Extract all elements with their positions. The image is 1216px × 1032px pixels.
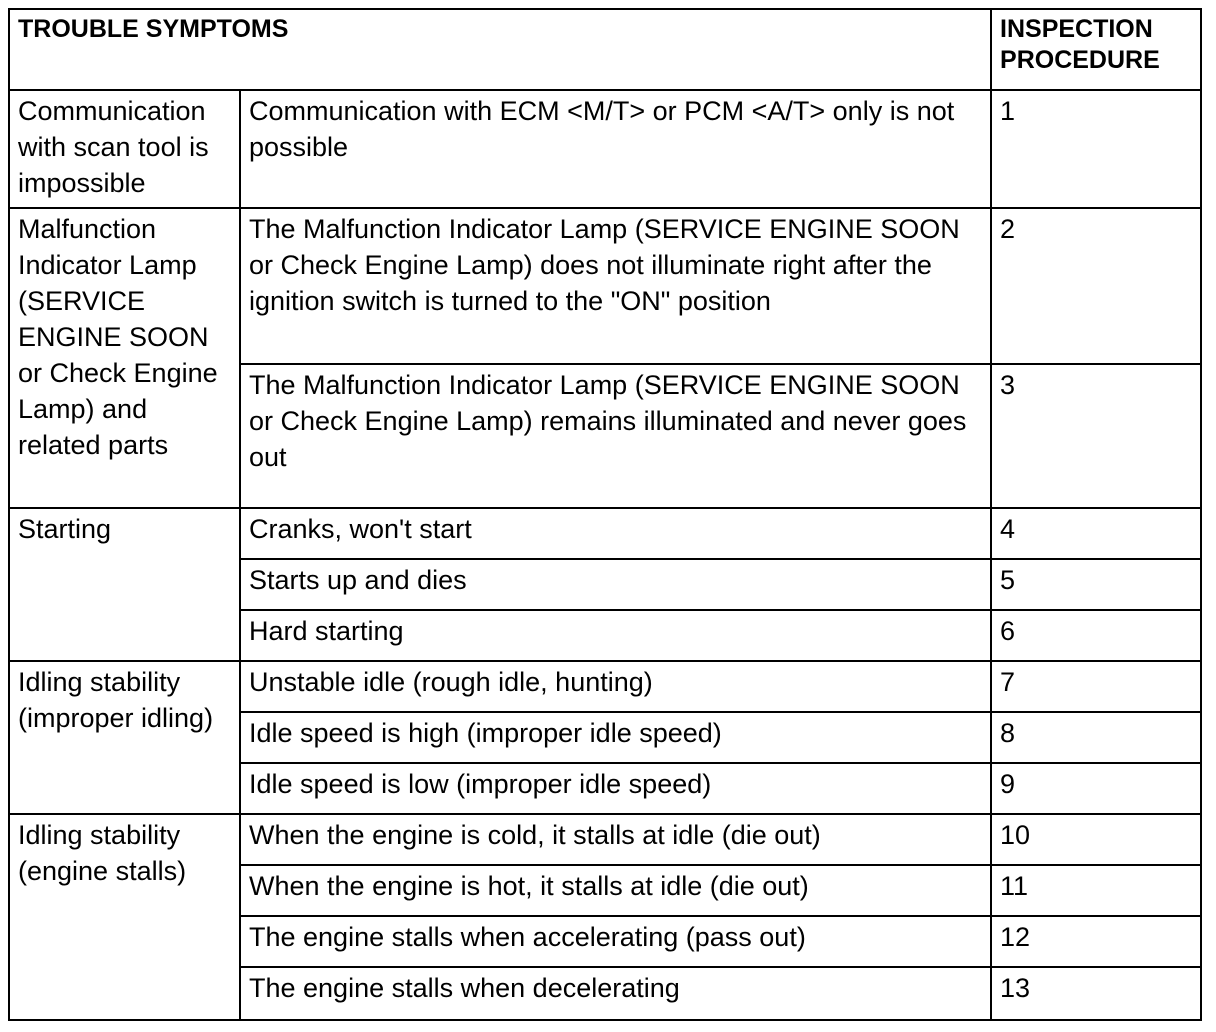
header-inspection-procedure: INSPECTION PROCEDURE <box>991 9 1201 90</box>
category-cell: Idling stability (improper idling) <box>9 661 240 814</box>
category-cell: Communication with scan tool is impossible <box>9 90 240 208</box>
procedure-cell: 5 <box>991 559 1201 610</box>
symptom-cell: The engine stalls when decelerating <box>240 967 991 1020</box>
table-row <box>9 814 1201 865</box>
procedure-cell: 9 <box>991 763 1201 814</box>
procedure-cell: 7 <box>991 661 1201 712</box>
table-row <box>9 208 1201 364</box>
procedure-cell: 2 <box>991 208 1201 364</box>
procedure-cell: 6 <box>991 610 1201 661</box>
table-row <box>9 661 1201 712</box>
procedure-cell: 11 <box>991 865 1201 916</box>
category-cell: Malfunction Indicator Lamp (SERVICE ENGINE SOON or Check Engine Lamp) and related parts <box>9 208 240 508</box>
symptom-cell: The Malfunction Indicator Lamp (SERVICE ENGINE SOON or Check Engine Lamp) does not illuminate right after the ignition switch is turned to the "ON" position <box>240 208 991 364</box>
symptom-cell: Cranks, won't start <box>240 508 991 559</box>
symptom-cell: When the engine is hot, it stalls at idle (die out) <box>240 865 991 916</box>
symptom-cell: When the engine is cold, it stalls at idle (die out) <box>240 814 991 865</box>
procedure-cell: 8 <box>991 712 1201 763</box>
table-header-row <box>9 9 1201 90</box>
symptom-cell: The Malfunction Indicator Lamp (SERVICE ENGINE SOON or Check Engine Lamp) remains illuminated and never goes out <box>240 364 991 508</box>
table-row <box>9 508 1201 559</box>
trouble-symptoms-table <box>8 8 1202 1021</box>
symptom-cell: Unstable idle (rough idle, hunting) <box>240 661 991 712</box>
symptom-cell: Starts up and dies <box>240 559 991 610</box>
header-trouble-symptoms: TROUBLE SYMPTOMS <box>9 9 991 90</box>
symptom-cell: The engine stalls when accelerating (pass out) <box>240 916 991 967</box>
table-row <box>9 90 1201 208</box>
procedure-cell: 13 <box>991 967 1201 1020</box>
symptom-cell: Hard starting <box>240 610 991 661</box>
procedure-cell: 3 <box>991 364 1201 508</box>
category-cell: Idling stability (engine stalls) <box>9 814 240 1020</box>
procedure-cell: 4 <box>991 508 1201 559</box>
procedure-cell: 1 <box>991 90 1201 208</box>
symptom-cell: Idle speed is high (improper idle speed) <box>240 712 991 763</box>
category-cell: Starting <box>9 508 240 661</box>
symptom-cell: Communication with ECM <M/T> or PCM <A/T> only is not possible <box>240 90 991 208</box>
symptom-cell: Idle speed is low (improper idle speed) <box>240 763 991 814</box>
procedure-cell: 10 <box>991 814 1201 865</box>
procedure-cell: 12 <box>991 916 1201 967</box>
